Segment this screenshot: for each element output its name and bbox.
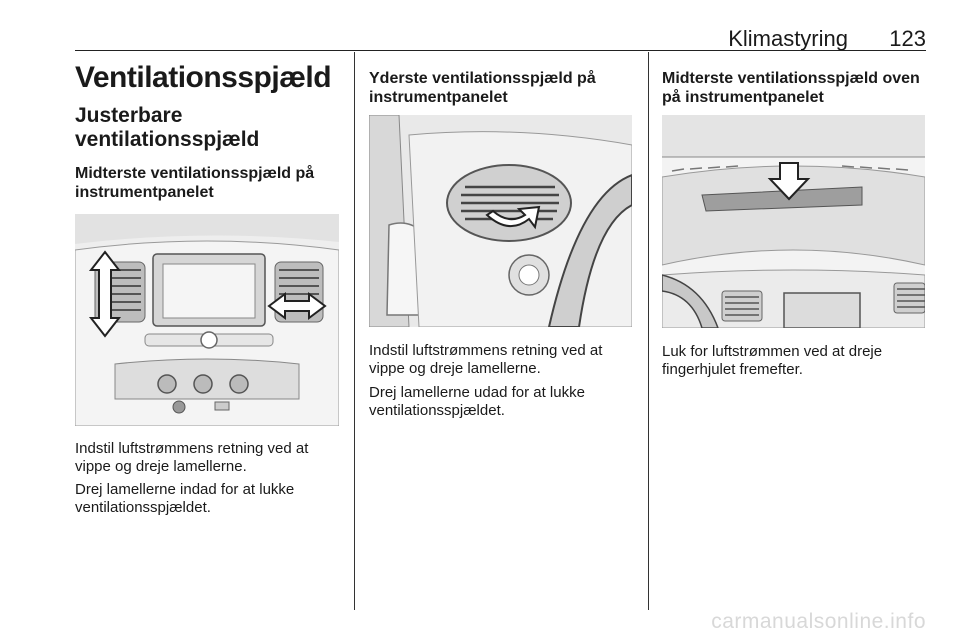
page-number: 123 [889, 26, 926, 51]
figure-outer-vents [369, 115, 632, 327]
paragraph-col2-2: Drej lamellerne udad for at lukke ventilationsspjældet. [369, 384, 585, 419]
column-divider-2 [648, 52, 649, 610]
figure-top-vent [662, 115, 925, 328]
running-header-title: Klimastyring [728, 26, 848, 51]
watermark: carmanualsonline.info [711, 610, 926, 633]
figure-center-vents [75, 214, 339, 426]
figure-heading-outer-vents: Yderste ventilationsspjæld på instrumentpanelet [369, 70, 596, 106]
paragraph-col1-1: Indstil luftstrømmens retning ved at vippe og dreje lamellerne. [75, 440, 309, 475]
paragraph-col3-1: Luk for luftstrømmen ved at dreje fingerhjulet fremefter. [662, 343, 883, 378]
paragraph-col1-2: Drej lamellerne indad for at lukke ventilationsspjældet. [75, 481, 295, 516]
column-divider-1 [354, 52, 355, 610]
figure-heading-top-vent: Midterste ventilationsspjæld oven på instrumentpanelet [662, 70, 920, 106]
header-rule [75, 50, 926, 51]
section-title: Ventilationsspjæld [75, 61, 332, 94]
paragraph-col2-1: Indstil luftstrømmens retning ved at vippe og dreje lamellerne. [369, 342, 603, 377]
subsection-title: Justerbare ventilationsspjæld [75, 104, 260, 151]
figure-heading-center-vents: Midterste ventilationsspjæld på instrumentpanelet [75, 165, 315, 201]
